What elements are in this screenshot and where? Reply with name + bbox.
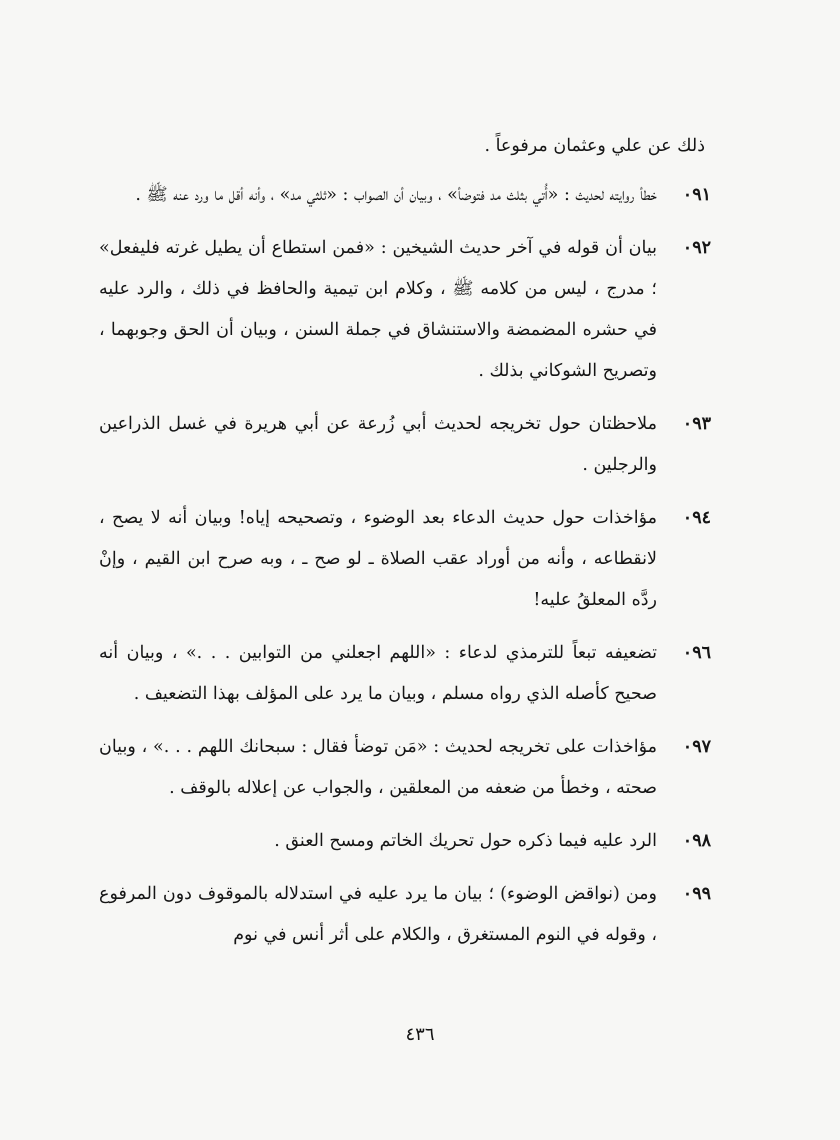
entry-092 (95, 228, 715, 392)
page-content (95, 126, 715, 968)
page-number: ٤٣٦ (405, 1024, 435, 1045)
entry-097 (95, 727, 715, 809)
entry-number: ٠٩٣ (682, 414, 711, 434)
entry-text: خطأ روايته لحديث : «أُتي بثلث مد فتوضأ» ، وبيان أن الصواب : «ثلثي مد» ، وأنه أقل ما ورد عنه ﷺ . (135, 185, 657, 205)
entry-text: بيان أن قوله في آخر حديث الشيخين : «فمن استطاع أن يطيل غرته فليفعل» ؛ مدرج ، ليس من كلامه ﷺ ، وكلام ابن تيمية والحافظ في ذلك ، والرد عليه في حشره المضمضة والاستنشاق في جملة السنن ، وبيان أن الحق وجوبهما ، وتصريح الشوكاني بذلك . (99, 238, 657, 381)
entry-text: ومن (نواقض الوضوء) ؛ بيان ما يرد عليه في استدلاله بالموقوف دون المرفوع ، وقوله في النوم المستغرق ، والكلام على أثر أنس في نوم (99, 884, 657, 945)
entry-number: ٠٩٨ (682, 831, 711, 851)
entry-text: تضعيفه تبعاً للترمذي لدعاء : «اللهم اجعلني من التوابين . . .» ، وبيان أنه صحيح كأصله الذي رواه مسلم ، وبيان ما يرد على المؤلف بهذا التضعيف . (99, 643, 657, 704)
entry-number: ٠٩١ (682, 185, 711, 205)
entry-091 (95, 175, 715, 216)
entry-number: ٠٩٢ (682, 238, 711, 258)
entry-text: ملاحظتان حول تخريجه لحديث أبي زُرعة عن أبي هريرة في غسل الذراعين والرجلين . (99, 414, 657, 475)
entry-number: ٠٩٦ (682, 643, 711, 663)
intro-line: ذلك عن علي وعثمان مرفوعاً . (484, 136, 705, 156)
entry-number: ٠٩٧ (682, 737, 711, 757)
entry-text: مؤاخذات حول حديث الدعاء بعد الوضوء ، وتصحيحه إياه! وبيان أنه لا يصح ، لانقطاعه ، وأنه من أوراد عقب الصلاة ـ لو صح ـ ، وبه صرح ابن القيم ، وإنْ ردَّه المعلقُ عليه! (99, 508, 657, 610)
entry-number: ٠٩٤ (682, 508, 711, 528)
entry-098 (95, 821, 715, 862)
entry-text: مؤاخذات على تخريجه لحديث : «مَن توضأ فقال : سبحانك اللهم . . .» ، وبيان صحته ، وخطأ من ضعفه من المعلقين ، والجواب عن إعلاله بالوقف . (99, 737, 657, 798)
entry-099 (95, 874, 715, 956)
entry-093 (95, 404, 715, 486)
entry-number: ٠٩٩ (682, 884, 711, 904)
entry-text: الرد عليه فيما ذكره حول تحريك الخاتم ومسح العنق . (274, 831, 657, 851)
entry-094 (95, 498, 715, 621)
entry-096 (95, 633, 715, 715)
